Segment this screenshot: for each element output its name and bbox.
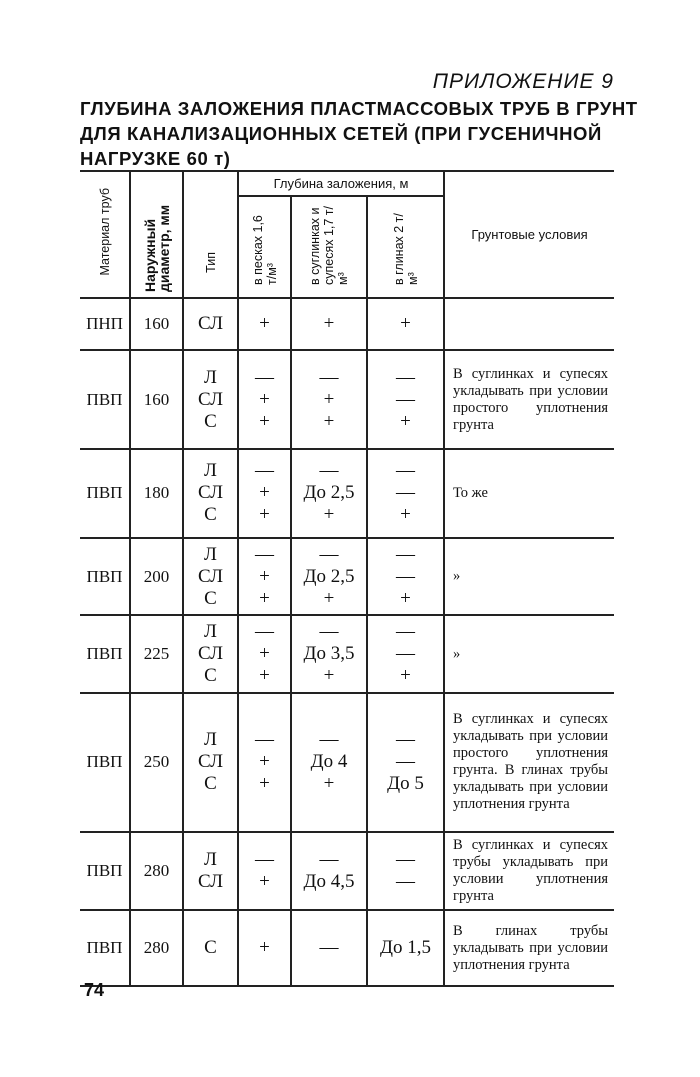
cell-value: — bbox=[319, 621, 339, 643]
clay-depth-cell bbox=[367, 615, 444, 693]
clay-depth-cell bbox=[367, 538, 444, 616]
cell-value: + bbox=[400, 313, 411, 335]
cell-value: + bbox=[259, 773, 270, 795]
conditions-cell: То же bbox=[444, 449, 614, 538]
sand-depth-cell bbox=[238, 693, 291, 832]
conditions-cell: В суглинках и супесях укладывать при условии простого уплотнения грунта. В глинах трубы укладывать при условии уплотнения грунта bbox=[444, 693, 614, 832]
cell-value: С bbox=[204, 937, 217, 959]
sand-depth-cell bbox=[238, 538, 291, 616]
cell-value: + bbox=[323, 313, 335, 335]
cell-value: — bbox=[255, 366, 274, 388]
header-depth-sand: в песках 1,6 т/м³ bbox=[238, 196, 291, 298]
cell-value: + bbox=[259, 871, 270, 893]
type-cell bbox=[183, 615, 238, 693]
cell-value: + bbox=[323, 388, 335, 410]
cell-value: С bbox=[204, 587, 217, 609]
table-row bbox=[80, 832, 614, 911]
material-cell: ПВП bbox=[80, 615, 130, 693]
cell-value: + bbox=[323, 504, 335, 526]
type-cell bbox=[183, 350, 238, 449]
cell-value: — bbox=[396, 543, 415, 565]
material-cell: ПВП bbox=[80, 449, 130, 538]
cell-value: — bbox=[319, 543, 339, 565]
type-cell bbox=[183, 449, 238, 538]
diameter-cell: 200 bbox=[130, 538, 183, 616]
cell-value: Л bbox=[204, 729, 217, 751]
cell-value: — bbox=[396, 388, 415, 410]
table-row bbox=[80, 350, 614, 449]
clay-depth-cell bbox=[367, 298, 444, 350]
table-row bbox=[80, 538, 614, 616]
cell-value: — bbox=[319, 729, 339, 751]
cell-value: До 5 bbox=[387, 773, 424, 795]
header-type: Тип bbox=[183, 171, 238, 298]
cell-value: + bbox=[259, 751, 270, 773]
cell-value: СЛ bbox=[197, 482, 224, 504]
loam-depth-cell bbox=[291, 298, 367, 350]
clay-depth-cell bbox=[367, 910, 444, 986]
cell-value: + bbox=[259, 565, 270, 587]
sand-depth-cell bbox=[238, 449, 291, 538]
clay-depth-cell bbox=[367, 693, 444, 832]
conditions-cell: В суглинках и супесях трубы укладывать при условии уплотнения грунта bbox=[444, 832, 614, 911]
header-diameter: Наружный диаметр, мм bbox=[130, 171, 183, 298]
conditions-cell: В суглинках и супесях укладывать при условии простого уплотнения грунта bbox=[444, 350, 614, 449]
cell-value: — bbox=[319, 460, 339, 482]
material-cell: ПВП bbox=[80, 832, 130, 911]
clay-depth-cell bbox=[367, 350, 444, 449]
sand-depth-cell bbox=[238, 298, 291, 350]
cell-value: — bbox=[319, 849, 339, 871]
cell-value: — bbox=[396, 849, 415, 871]
cell-value: + bbox=[259, 482, 270, 504]
material-cell: ПВП bbox=[80, 538, 130, 616]
cell-value: СЛ bbox=[197, 871, 224, 893]
conditions-cell: » bbox=[444, 615, 614, 693]
header-depth-loam: в суглинках и супесях 1,7 т/м³ bbox=[291, 196, 367, 298]
cell-value: Л bbox=[204, 543, 217, 565]
loam-depth-cell bbox=[291, 449, 367, 538]
diameter-cell: 160 bbox=[130, 298, 183, 350]
cell-value: Л bbox=[204, 366, 217, 388]
cell-value: + bbox=[259, 665, 270, 687]
cell-value: С bbox=[204, 504, 217, 526]
table-row bbox=[80, 298, 614, 350]
cell-value: — bbox=[396, 482, 415, 504]
cell-value: — bbox=[396, 751, 415, 773]
conditions-cell bbox=[444, 298, 614, 350]
cell-value: + bbox=[400, 410, 411, 432]
cell-value: + bbox=[259, 388, 270, 410]
cell-value: + bbox=[259, 643, 270, 665]
header-depth-clay: в глинах 2 т/м³ bbox=[367, 196, 444, 298]
loam-depth-cell bbox=[291, 693, 367, 832]
header-material: Материал труб bbox=[80, 171, 130, 298]
diameter-cell: 250 bbox=[130, 693, 183, 832]
appendix-label: ПРИЛОЖЕНИЕ 9 bbox=[432, 70, 614, 93]
cell-value: — bbox=[396, 621, 415, 643]
diameter-cell: 180 bbox=[130, 449, 183, 538]
sand-depth-cell bbox=[238, 910, 291, 986]
cell-value: СЛ bbox=[197, 643, 224, 665]
cell-value: + bbox=[259, 313, 270, 335]
page-number: 74 bbox=[84, 980, 105, 1000]
cell-value: Л bbox=[204, 621, 217, 643]
type-cell bbox=[183, 298, 238, 350]
cell-value: — bbox=[255, 621, 274, 643]
cell-value: — bbox=[396, 729, 415, 751]
diameter-cell: 160 bbox=[130, 350, 183, 449]
cell-value: До 4,5 bbox=[303, 871, 355, 893]
cell-value: — bbox=[255, 729, 274, 751]
cell-value: СЛ bbox=[197, 565, 224, 587]
type-cell bbox=[183, 910, 238, 986]
cell-value: Л bbox=[204, 849, 217, 871]
cell-value: — bbox=[319, 937, 339, 959]
cell-value: — bbox=[396, 565, 415, 587]
loam-depth-cell bbox=[291, 910, 367, 986]
diameter-cell: 225 bbox=[130, 615, 183, 693]
cell-value: + bbox=[400, 504, 411, 526]
sand-depth-cell bbox=[238, 350, 291, 449]
cell-value: С bbox=[204, 773, 217, 795]
cell-value: До 1,5 bbox=[380, 937, 431, 959]
cell-value: + bbox=[323, 773, 335, 795]
material-cell: ПВП bbox=[80, 693, 130, 832]
cell-value: СЛ bbox=[197, 388, 224, 410]
loam-depth-cell bbox=[291, 350, 367, 449]
depth-table bbox=[80, 170, 614, 987]
cell-value: До 2,5 bbox=[303, 482, 355, 504]
conditions-cell: » bbox=[444, 538, 614, 616]
cell-value: С bbox=[204, 410, 217, 432]
material-cell: ПВП bbox=[80, 350, 130, 449]
material-cell: ПВП bbox=[80, 910, 130, 986]
diameter-cell: 280 bbox=[130, 832, 183, 911]
sand-depth-cell bbox=[238, 832, 291, 911]
clay-depth-cell bbox=[367, 449, 444, 538]
cell-value: + bbox=[323, 587, 335, 609]
page-title: ГЛУБИНА ЗАЛОЖЕНИЯ ПЛАСТМАССОВЫХ ТРУБ В ГРУНТ ДЛЯ КАНАЛИЗАЦИОННЫХ СЕТЕЙ (ПРИ ГУСЕНИЧНОЙ НАГРУЗКЕ 60 т) bbox=[80, 98, 638, 169]
cell-value: СЛ bbox=[197, 751, 224, 773]
cell-value: Л bbox=[204, 460, 217, 482]
cell-value: — bbox=[396, 460, 415, 482]
cell-value: + bbox=[400, 587, 411, 609]
cell-value: До 4 bbox=[310, 751, 348, 773]
cell-value: + bbox=[259, 410, 270, 432]
cell-value: + bbox=[323, 665, 335, 687]
cell-value: + bbox=[400, 665, 411, 687]
sand-depth-cell bbox=[238, 615, 291, 693]
cell-value: До 3,5 bbox=[303, 643, 355, 665]
cell-value: — bbox=[255, 849, 274, 871]
cell-value: + bbox=[323, 410, 335, 432]
cell-value: — bbox=[319, 366, 339, 388]
diameter-cell: 280 bbox=[130, 910, 183, 986]
cell-value: — bbox=[255, 543, 274, 565]
clay-depth-cell bbox=[367, 832, 444, 911]
cell-value: С bbox=[204, 665, 217, 687]
type-cell bbox=[183, 832, 238, 911]
type-cell bbox=[183, 538, 238, 616]
header-depth-group: Глубина заложения, м bbox=[238, 171, 444, 196]
table-row bbox=[80, 615, 614, 693]
type-cell bbox=[183, 693, 238, 832]
loam-depth-cell bbox=[291, 538, 367, 616]
conditions-cell: В глинах трубы укладывать при условии уплотнения грунта bbox=[444, 910, 614, 986]
table-row bbox=[80, 693, 614, 832]
cell-value: СЛ bbox=[197, 313, 224, 335]
cell-value: — bbox=[255, 460, 274, 482]
loam-depth-cell bbox=[291, 832, 367, 911]
table-row bbox=[80, 910, 614, 986]
cell-value: — bbox=[396, 366, 415, 388]
table-row bbox=[80, 449, 614, 538]
cell-value: + bbox=[259, 504, 270, 526]
material-cell: ПНП bbox=[80, 298, 130, 350]
cell-value: До 2,5 bbox=[303, 565, 355, 587]
cell-value: — bbox=[396, 871, 415, 893]
header-conditions: Грунтовые условия bbox=[444, 171, 614, 298]
cell-value: — bbox=[396, 643, 415, 665]
cell-value: + bbox=[259, 587, 270, 609]
loam-depth-cell bbox=[291, 615, 367, 693]
cell-value: + bbox=[259, 937, 270, 959]
